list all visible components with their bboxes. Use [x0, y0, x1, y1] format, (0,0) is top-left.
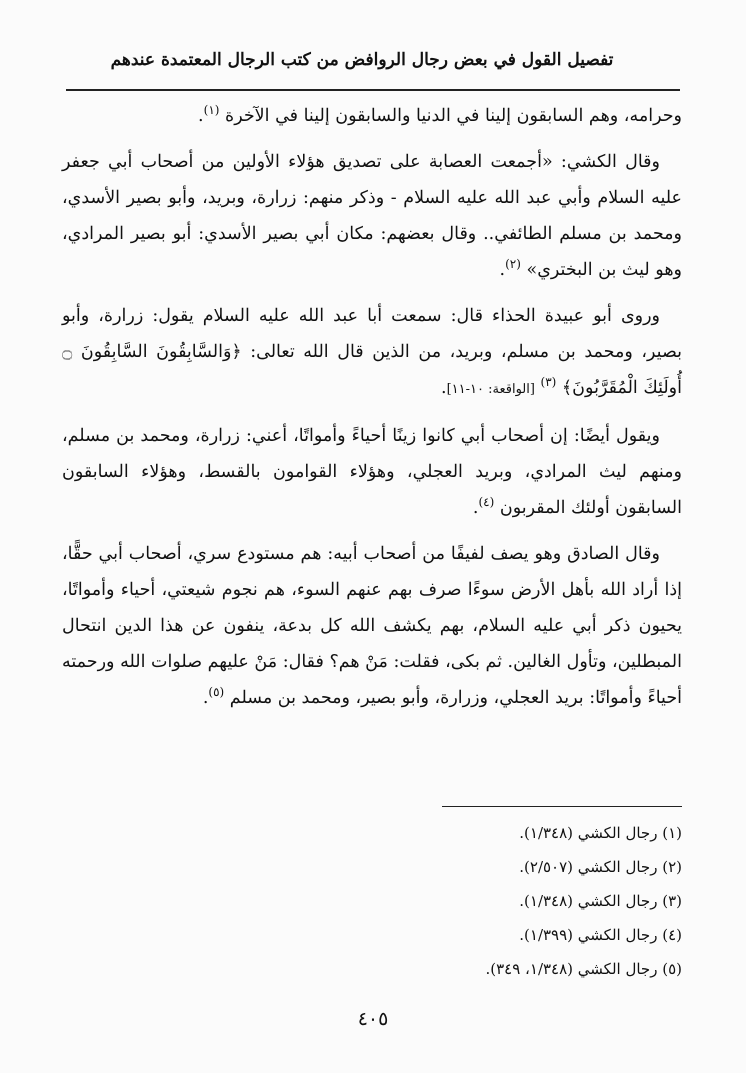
paragraph-5-text: وقال الصادق وهو يصف لفيفًا من أصحاب أبيه: هم مستودع سري، أصحاب أبي حقًّا، إذا أراد الله بأهل الأرض سوءًا صرف بهم عنهم السوء، هم نجوم شيعتي، أحياء وأمواتًا، يحيون ذكر أبي عليه السلام، بهم يكشف الله كل بدعة، ينفون عن هذا الدين انتحال المبطلين، وتأول الغالين. ثم بكى، فقلت: مَنْ هم؟ فقال: مَنْ عليهم صلوات الله ورحمته أحياءً وأمواتًا: بريد العجلي، وزرارة، وأبو بصير، ومحمد بن مسلم — [62, 544, 682, 708]
paragraph-5 — [62, 536, 682, 716]
footnote-2: (٢) رجال الكشي (٢/٥٠٧). — [519, 858, 682, 876]
page-number: ٤٠٥ — [357, 1008, 389, 1030]
footnote-separator — [442, 806, 682, 807]
paragraph-2 — [62, 144, 682, 288]
paragraph-3-text: وروى أبو عبيدة الحذاء قال: سمعت أبا عبد الله عليه السلام يقول: زرارة، وأبو بصير، ومحمد بن مسلم، وبريد، من الذين قال الله تعالى: ﴿وَالسَّابِقُونَ السَّابِقُونَ ۝ أُولَئِكَ الْمُقَرَّبُونَ﴾ — [62, 306, 682, 398]
paragraph-5-end: . — [202, 688, 209, 708]
paragraph-4-text: ويقول أيضًا: إن أصحاب أبي كانوا زينًا أحياءً وأمواتًا، أعني: زرارة، ومحمد بن مسلم، ومنهم ليث المرادي، وبريد العجلي، وهؤلاء القوامون بالقسط، وهؤلاء السابقون السابقون أولئك المقربون — [62, 426, 682, 518]
footnote-marker-2[interactable]: (٢) — [505, 257, 521, 272]
footnote-1: (١) رجال الكشي (١/٣٤٨). — [519, 824, 682, 842]
quran-reference: [الواقعة: ١٠-١١] — [446, 382, 535, 397]
footnote-3: (٣) رجال الكشي (١/٣٤٨). — [519, 892, 682, 910]
paragraph-4 — [62, 418, 682, 526]
paragraph-2-text: وقال الكشي: «أجمعت العصابة على تصديق هؤلاء الأولين من أصحاب أبي جعفر عليه السلام وأبي عبد الله عليه السلام - وذكر منهم: زرارة، وبريد، وأبو بصير الأسدي، ومحمد بن مسلم الطائفي.. وقال بعضهم: مكان أبي بصير الأسدي: أبو بصير المرادي، وهو ليث بن البختري» — [62, 152, 682, 280]
paragraph-3 — [62, 298, 682, 408]
header-rule — [66, 89, 680, 91]
footnote-4: (٤) رجال الكشي (١/٣٩٩). — [519, 926, 682, 944]
footnote-marker-5[interactable]: (٥) — [208, 685, 225, 700]
running-title: تفصيل القول في بعض رجال الروافض من كتب الرجال المعتمدة عندهم — [110, 50, 614, 70]
footnote-marker-3[interactable]: (٣) — [540, 375, 557, 390]
paragraph-1-text: وحرامه، وهم السابقون إلينا في الدنيا والسابقون إلينا في الآخرة — [225, 106, 682, 126]
paragraph-4-end: . — [472, 498, 479, 518]
footnote-5: (٥) رجال الكشي (١/٣٤٨، ٣٤٩). — [485, 960, 682, 978]
footnotes-list — [282, 816, 682, 986]
main-text — [62, 98, 682, 726]
paragraph-3-end: . — [440, 378, 447, 398]
footnote-marker-1[interactable]: (١) — [203, 103, 220, 118]
paragraph-1 — [62, 98, 682, 134]
paragraph-1-end: . — [198, 106, 204, 126]
paragraph-2-end: . — [499, 260, 506, 280]
footnote-marker-4[interactable]: (٤) — [478, 495, 495, 510]
